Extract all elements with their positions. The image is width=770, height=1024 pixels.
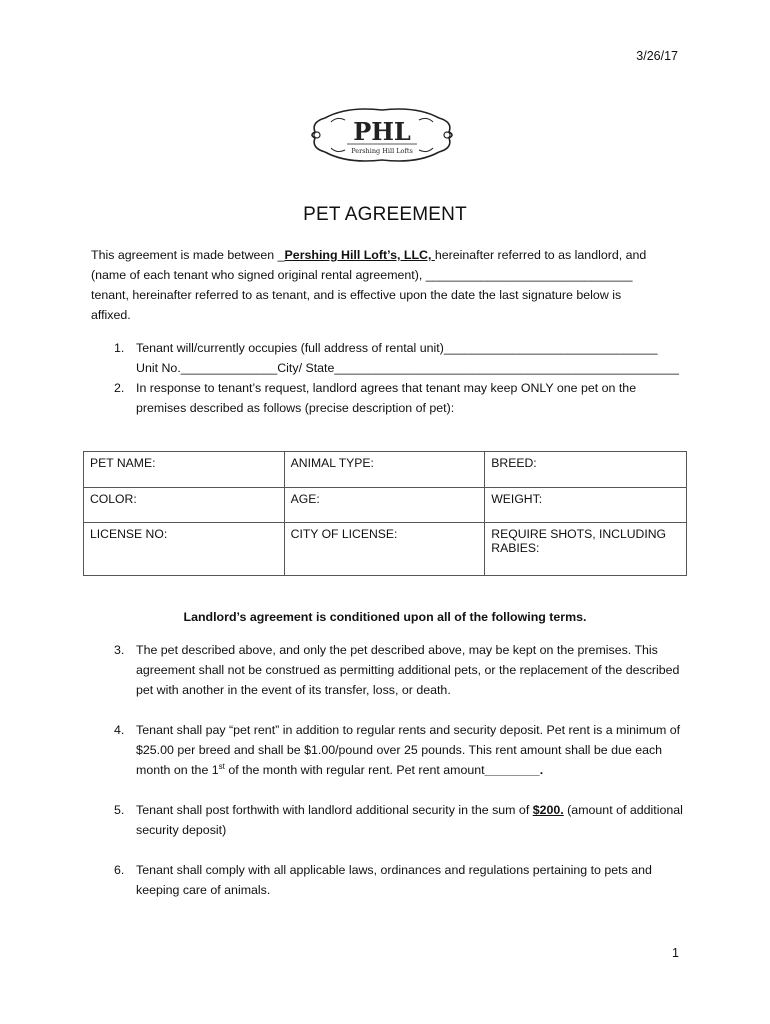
logo-subtext: Pershing Hill Lofts <box>351 147 413 155</box>
item-2-line-1: In response to tenant’s request, landlord agrees that tenant may keep ONLY one pet on the <box>136 381 637 395</box>
terms-heading: Landlord’s agreement is conditioned upon all of the following terms. <box>183 610 587 624</box>
animal-type-field[interactable]: ANIMAL TYPE: <box>284 452 485 488</box>
city-of-license-field[interactable]: CITY OF LICENSE: <box>284 523 485 576</box>
item-number: 6. <box>114 863 125 877</box>
item-1-unit-line: Unit No.______________City/ State__________________________________________________ <box>136 361 679 375</box>
document-date: 3/26/17 <box>636 49 678 63</box>
weight-field[interactable]: WEIGHT: <box>485 488 687 523</box>
pet-name-field[interactable]: PET NAME: <box>84 452 285 488</box>
table-row <box>84 452 687 488</box>
table-row <box>84 488 687 523</box>
security-deposit-amount: $200. <box>532 803 564 817</box>
item-1-address-line: Tenant will/currently occupies (full address of rental unit)_______________________________ <box>136 341 658 355</box>
item-4-text-b: of the month with regular rent. Pet rent amount <box>224 763 485 777</box>
item-4-text-a: Tenant shall pay “pet rent” in addition to regular rents and security deposit. Pet rent is a minimum of $25.00 per breed and shall be $1.00/pound over 25 pounds. This rent amount shall be due each month on the 1 <box>136 723 681 777</box>
intro-text-end: hereinafter referred to as landlord, and <box>434 248 647 262</box>
phl-logo <box>307 104 457 166</box>
pet-rent-amount-blank[interactable]: ________. <box>484 763 544 777</box>
intro-text-start: This agreement is made between _ <box>91 248 285 262</box>
item-2-line-2: premises described as follows (precise description of pet): <box>136 401 455 415</box>
logo-text: PHL <box>353 117 411 146</box>
require-shots-field[interactable]: REQUIRE SHOTS, INCLUDING RABIES: <box>485 523 687 576</box>
intro-line-4: affixed. <box>91 308 131 322</box>
license-no-field[interactable]: LICENSE NO: <box>84 523 285 576</box>
item-number: 3. <box>114 643 125 657</box>
intro-line-1 <box>91 245 691 265</box>
pet-description-table <box>83 451 687 576</box>
item-number: 5. <box>114 803 125 817</box>
landlord-company-name: Pershing Hill Loft’s, LLC, <box>284 248 435 262</box>
item-number: 4. <box>114 723 125 737</box>
intro-line-3: tenant, hereinafter referred to as tenant, and is effective upon the date the last signature below is <box>91 288 622 302</box>
item-number: 2. <box>114 381 125 395</box>
item-3-text: The pet described above, and only the pet described above, may be kept on the premises. This agreement shall not be construed as permitting additional pets, or the replacement of the described pet with another in the event of its transfer, loss, or death. <box>136 643 680 697</box>
age-field[interactable]: AGE: <box>284 488 485 523</box>
page-number: 1 <box>672 946 679 960</box>
breed-field[interactable]: BREED: <box>485 452 687 488</box>
page-title: PET AGREEMENT <box>303 204 467 225</box>
logo-graphic <box>307 104 457 166</box>
item-5-text-b: (amount of additional security deposit) <box>136 803 683 837</box>
color-field[interactable]: COLOR: <box>84 488 285 523</box>
item-6-text: Tenant shall comply with all applicable laws, ordinances and regulations pertaining to pets and keeping care of animals. <box>136 863 652 897</box>
ordinal-suffix: st <box>218 762 225 771</box>
item-5-text-a: Tenant shall post forthwith with landlord additional security in the sum of <box>136 803 533 817</box>
intro-line-2: (name of each tenant who signed original rental agreement), ______________________________ <box>91 268 633 282</box>
item-number: 1. <box>114 341 125 355</box>
item-5-text <box>136 800 696 840</box>
item-4-text <box>136 720 696 780</box>
table-row <box>84 523 687 576</box>
